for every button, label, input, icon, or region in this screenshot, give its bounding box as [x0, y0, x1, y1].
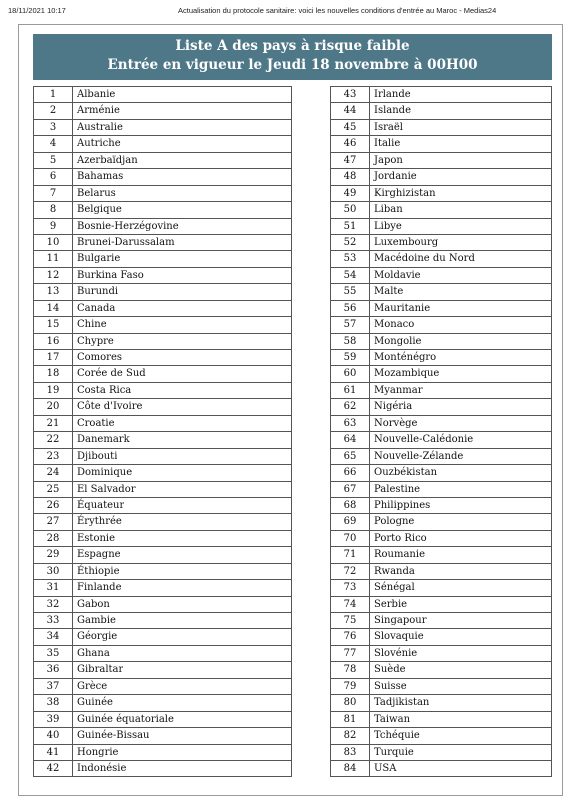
- table-row: [34, 695, 291, 711]
- country-name: Slovaquie: [374, 631, 424, 643]
- table-row: [331, 301, 551, 317]
- country-name: Myanmar: [374, 384, 423, 396]
- country-name: Albanie: [77, 89, 116, 100]
- table-row: [331, 153, 551, 169]
- table-row: [331, 120, 551, 136]
- table-row: [34, 317, 291, 333]
- row-number: 47: [331, 153, 370, 168]
- table-row: [34, 120, 291, 136]
- country-name: Sénégal: [374, 582, 415, 594]
- country-name: Guinée: [77, 697, 113, 709]
- table-row: [34, 416, 291, 432]
- row-number: 62: [331, 399, 370, 414]
- table-row: [331, 284, 551, 300]
- country-name: Danemark: [77, 434, 130, 446]
- country-name: Malte: [374, 286, 404, 298]
- table-row: [331, 662, 551, 678]
- country-name: Djibouti: [77, 450, 118, 462]
- table-row: [331, 449, 551, 465]
- country-name: Liban: [374, 204, 403, 216]
- country-name: El Salvador: [77, 483, 136, 495]
- country-name: Indonésie: [77, 762, 127, 774]
- table-row: [34, 498, 291, 514]
- table-row: [331, 416, 551, 432]
- table-row: [34, 646, 291, 662]
- row-number: 70: [331, 531, 370, 546]
- table-row: [34, 449, 291, 465]
- table-row: [331, 169, 551, 185]
- country-name: Espagne: [77, 549, 121, 561]
- country-name: Belgique: [77, 204, 122, 216]
- country-name: Gambie: [77, 615, 116, 626]
- country-name: Bosnie-Herzégovine: [77, 220, 179, 232]
- table-row: [34, 301, 291, 317]
- table-row: [34, 662, 291, 678]
- row-number: 26: [34, 498, 73, 513]
- country-name: Gibraltar: [77, 664, 124, 676]
- country-name: Pologne: [374, 516, 415, 528]
- country-name: Corée de Sud: [77, 368, 146, 380]
- row-number: 54: [331, 268, 370, 283]
- row-number: 37: [34, 679, 73, 694]
- country-name: Guinée-Bissau: [77, 730, 150, 742]
- table-row: [34, 219, 291, 235]
- row-number: 30: [34, 564, 73, 579]
- table-row: [34, 366, 291, 382]
- table-row: [34, 679, 291, 695]
- country-name: Macédoine du Nord: [374, 253, 475, 265]
- table-row: [34, 169, 291, 185]
- table-row: [34, 153, 291, 169]
- row-number: 7: [34, 186, 73, 201]
- table-row: [34, 728, 291, 744]
- country-name: Bahamas: [77, 171, 124, 183]
- country-name: Kirghizistan: [374, 187, 436, 199]
- country-name: Slovénie: [374, 647, 418, 659]
- row-number: 17: [34, 350, 73, 365]
- row-number: 67: [331, 482, 370, 497]
- row-number: 57: [331, 317, 370, 332]
- country-name: Irlande: [374, 89, 411, 100]
- country-name: Italie: [374, 138, 401, 150]
- table-row: [34, 235, 291, 251]
- table-row: [331, 235, 551, 251]
- country-name: Comores: [77, 352, 123, 363]
- country-name: Jordanie: [374, 171, 417, 183]
- row-number: 23: [34, 449, 73, 464]
- banner-subtitle: Entrée en vigueur le Jeudi 18 novembre à 00H00: [107, 57, 478, 73]
- row-number: 44: [331, 103, 370, 118]
- row-number: 59: [331, 350, 370, 365]
- row-number: 32: [34, 597, 73, 612]
- country-name: Ouzbékistan: [374, 467, 438, 479]
- country-name: Norvège: [374, 417, 418, 429]
- row-number: 48: [331, 169, 370, 184]
- table-row: [34, 251, 291, 267]
- country-name: Équateur: [77, 499, 125, 511]
- row-number: 3: [34, 120, 73, 135]
- country-name: Suisse: [374, 680, 407, 692]
- table-row: [331, 383, 551, 399]
- table-row: [331, 531, 551, 547]
- table-row: [331, 712, 551, 728]
- country-name: Israël: [374, 121, 403, 133]
- country-name: Luxembourg: [374, 236, 439, 248]
- print-header: [8, 6, 577, 18]
- country-name: Guinée équatoriale: [77, 713, 174, 725]
- country-name: Burundi: [77, 286, 119, 298]
- country-name: Croatie: [77, 417, 115, 429]
- row-number: 71: [331, 547, 370, 562]
- table-row: [34, 482, 291, 498]
- table-row: [34, 432, 291, 448]
- table-row: [331, 219, 551, 235]
- row-number: 83: [331, 745, 370, 760]
- table-row: [331, 564, 551, 580]
- country-name: Arménie: [77, 105, 120, 117]
- row-number: 25: [34, 482, 73, 497]
- country-name: Autriche: [77, 138, 121, 150]
- row-number: 76: [331, 629, 370, 644]
- country-name: Bulgarie: [77, 253, 121, 265]
- country-name: Roumanie: [374, 549, 425, 561]
- row-number: 84: [331, 761, 370, 777]
- row-number: 65: [331, 449, 370, 464]
- row-number: 2: [34, 103, 73, 118]
- row-number: 46: [331, 136, 370, 151]
- country-name: Singapour: [374, 615, 427, 626]
- country-name: Chine: [77, 319, 107, 331]
- table-row: [331, 514, 551, 530]
- table-row: [331, 482, 551, 498]
- country-name: Géorgie: [77, 631, 118, 643]
- row-number: 73: [331, 580, 370, 595]
- country-name: Costa Rica: [77, 384, 132, 396]
- country-name: Burkina Faso: [77, 269, 144, 281]
- table-row: [331, 186, 551, 202]
- country-table: [33, 86, 552, 777]
- table-row: [34, 514, 291, 530]
- row-number: 19: [34, 383, 73, 398]
- row-number: 56: [331, 301, 370, 316]
- table-row: [34, 202, 291, 218]
- row-number: 11: [34, 251, 73, 266]
- row-number: 38: [34, 695, 73, 710]
- country-name: Mozambique: [374, 368, 440, 380]
- row-number: 61: [331, 383, 370, 398]
- table-row: [331, 87, 551, 103]
- row-number: 52: [331, 235, 370, 250]
- country-name: Islande: [374, 105, 412, 117]
- banner-title: Liste A des pays à risque faible: [175, 38, 410, 54]
- row-number: 35: [34, 646, 73, 661]
- table-row: [34, 597, 291, 613]
- table-row: [34, 745, 291, 761]
- row-number: 81: [331, 712, 370, 727]
- table-row: [331, 646, 551, 662]
- row-number: 36: [34, 662, 73, 677]
- table-row: [34, 284, 291, 300]
- row-number: 12: [34, 268, 73, 283]
- row-number: 42: [34, 761, 73, 777]
- table-row: [34, 613, 291, 629]
- row-number: 41: [34, 745, 73, 760]
- row-number: 24: [34, 465, 73, 480]
- table-row: [34, 399, 291, 415]
- table-row: [34, 186, 291, 202]
- table-row: [34, 712, 291, 728]
- row-number: 10: [34, 235, 73, 250]
- table-row: [331, 761, 551, 777]
- row-number: 22: [34, 432, 73, 447]
- table-row: [34, 761, 291, 777]
- row-number: 82: [331, 728, 370, 743]
- table-row: [331, 695, 551, 711]
- table-row: [34, 87, 291, 103]
- country-name: Éthiopie: [77, 565, 120, 577]
- country-name: Australie: [77, 121, 123, 133]
- table-row: [331, 728, 551, 744]
- country-name: Chypre: [77, 335, 114, 347]
- country-name: Philippines: [374, 499, 431, 511]
- table-row: [331, 679, 551, 695]
- row-number: 39: [34, 712, 73, 727]
- row-number: 53: [331, 251, 370, 266]
- country-name: Dominique: [77, 467, 133, 479]
- table-row: [34, 564, 291, 580]
- table-row: [331, 745, 551, 761]
- table-row: [34, 334, 291, 350]
- country-name: Moldavie: [374, 269, 421, 281]
- country-name: Turquie: [374, 746, 414, 758]
- row-number: 13: [34, 284, 73, 299]
- country-name: Taiwan: [374, 713, 411, 725]
- table-row: [331, 317, 551, 333]
- row-number: 55: [331, 284, 370, 299]
- table-row: [331, 580, 551, 596]
- country-name: Nouvelle-Zélande: [374, 450, 464, 462]
- row-number: 78: [331, 662, 370, 677]
- country-name: Gabon: [77, 598, 110, 610]
- table-row: [331, 251, 551, 267]
- row-number: 1: [34, 87, 73, 102]
- country-name: Estonie: [77, 532, 116, 544]
- row-number: 40: [34, 728, 73, 743]
- country-name: Palestine: [374, 483, 421, 495]
- table-row: [34, 268, 291, 284]
- country-name: Finlande: [77, 582, 122, 594]
- country-table-right-column: [330, 86, 552, 777]
- country-table-left-column: [33, 86, 292, 777]
- country-name: Japon: [374, 154, 403, 166]
- country-name: Monténégro: [374, 352, 437, 363]
- country-name: Mauritanie: [374, 302, 431, 314]
- row-number: 16: [34, 334, 73, 349]
- row-number: 9: [34, 219, 73, 234]
- list-banner: [33, 34, 552, 80]
- row-number: 63: [331, 416, 370, 431]
- row-number: 80: [331, 695, 370, 710]
- row-number: 4: [34, 136, 73, 151]
- row-number: 5: [34, 153, 73, 168]
- row-number: 33: [34, 613, 73, 628]
- table-row: [331, 629, 551, 645]
- country-name: Érythrée: [77, 516, 122, 528]
- country-name: Monaco: [374, 319, 415, 331]
- row-number: 14: [34, 301, 73, 316]
- country-name: Nigéria: [374, 401, 413, 413]
- row-number: 66: [331, 465, 370, 480]
- table-row: [331, 498, 551, 514]
- table-row: [331, 103, 551, 119]
- row-number: 72: [331, 564, 370, 579]
- table-row: [331, 547, 551, 563]
- table-row: [34, 531, 291, 547]
- country-name: Porto Rico: [374, 532, 427, 544]
- table-row: [34, 580, 291, 596]
- table-row: [34, 136, 291, 152]
- country-name: Grèce: [77, 680, 108, 692]
- row-number: 75: [331, 613, 370, 628]
- row-number: 69: [331, 514, 370, 529]
- country-name: Canada: [77, 302, 116, 314]
- table-row: [331, 268, 551, 284]
- country-name: Serbie: [374, 598, 408, 610]
- row-number: 68: [331, 498, 370, 513]
- country-name: Mongolie: [374, 335, 422, 347]
- country-name: Suède: [374, 664, 406, 676]
- country-name: Tchéquie: [374, 730, 420, 742]
- table-row: [331, 202, 551, 218]
- row-number: 74: [331, 597, 370, 612]
- row-number: 15: [34, 317, 73, 332]
- row-number: 34: [34, 629, 73, 644]
- row-number: 60: [331, 366, 370, 381]
- row-number: 31: [34, 580, 73, 595]
- row-number: 49: [331, 186, 370, 201]
- row-number: 64: [331, 432, 370, 447]
- table-row: [34, 629, 291, 645]
- table-row: [34, 350, 291, 366]
- row-number: 51: [331, 219, 370, 234]
- country-name: Ghana: [77, 647, 110, 659]
- country-name: Tadjikistan: [374, 697, 430, 709]
- table-row: [331, 432, 551, 448]
- row-number: 27: [34, 514, 73, 529]
- table-row: [331, 136, 551, 152]
- row-number: 45: [331, 120, 370, 135]
- row-number: 28: [34, 531, 73, 546]
- row-number: 79: [331, 679, 370, 694]
- row-number: 21: [34, 416, 73, 431]
- country-name: Azerbaïdjan: [77, 154, 138, 166]
- table-row: [34, 103, 291, 119]
- table-row: [34, 383, 291, 399]
- table-row: [331, 399, 551, 415]
- table-row: [331, 366, 551, 382]
- country-name: Rwanda: [374, 565, 415, 577]
- table-row: [331, 613, 551, 629]
- row-number: 77: [331, 646, 370, 661]
- row-number: 29: [34, 547, 73, 562]
- row-number: 8: [34, 202, 73, 217]
- row-number: 18: [34, 366, 73, 381]
- row-number: 50: [331, 202, 370, 217]
- row-number: 6: [34, 169, 73, 184]
- print-page-title: Actualisation du protocole sanitaire: voici les nouvelles conditions d'entrée au Maroc - Medias24: [178, 6, 497, 15]
- country-name: Brunei-Darussalam: [77, 236, 175, 248]
- row-number: 20: [34, 399, 73, 414]
- country-name: USA: [374, 762, 397, 774]
- row-number: 43: [331, 87, 370, 102]
- row-number: 58: [331, 334, 370, 349]
- country-name: Hongrie: [77, 746, 119, 758]
- table-row: [34, 547, 291, 563]
- country-name: Côte d'Ivoire: [77, 401, 143, 413]
- country-name: Nouvelle-Calédonie: [374, 434, 474, 446]
- print-datetime: 18/11/2021 10:17: [8, 6, 66, 15]
- country-name: Belarus: [77, 187, 116, 199]
- table-row: [331, 465, 551, 481]
- table-row: [34, 465, 291, 481]
- table-row: [331, 597, 551, 613]
- table-row: [331, 334, 551, 350]
- table-row: [331, 350, 551, 366]
- country-name: Libye: [374, 220, 402, 232]
